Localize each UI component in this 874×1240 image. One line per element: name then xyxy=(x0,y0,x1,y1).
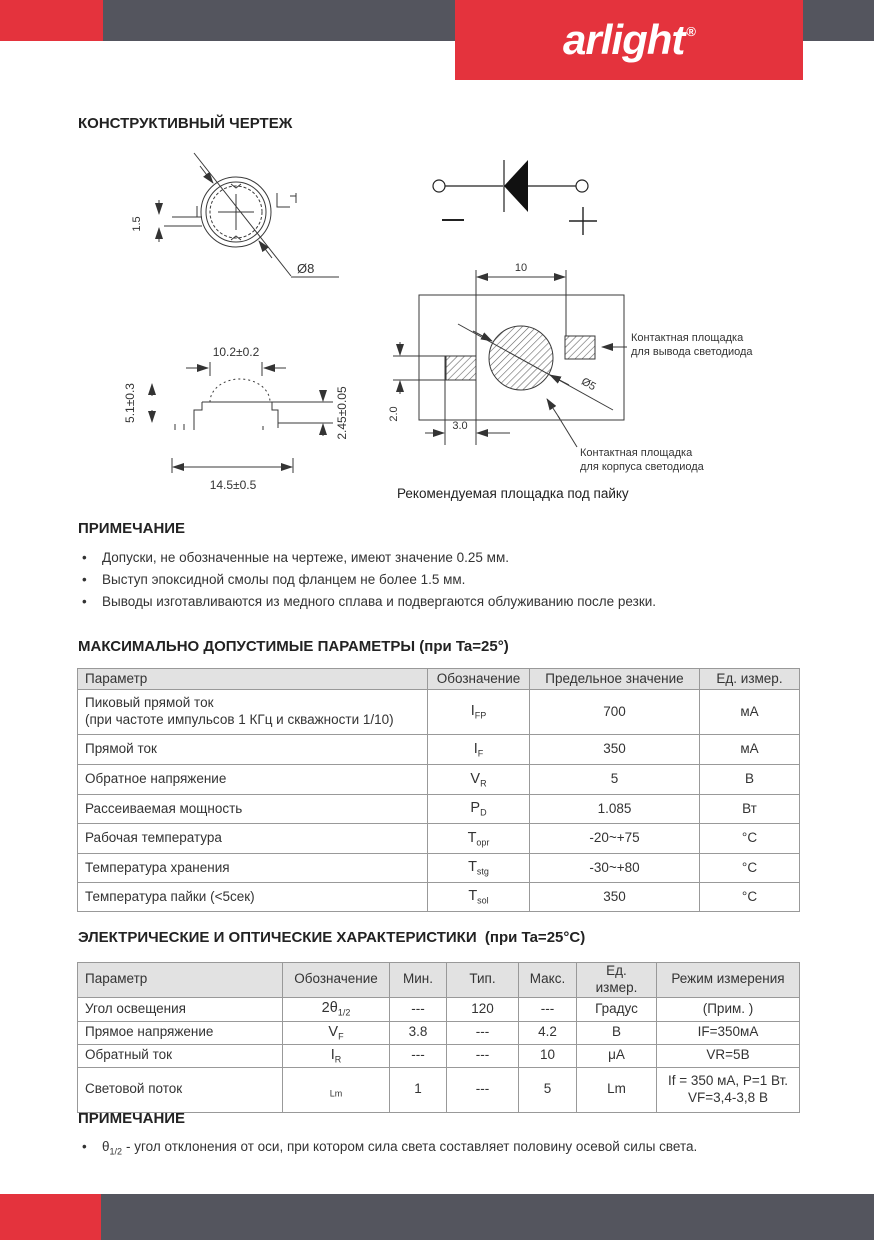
col-header: Мин. xyxy=(390,963,447,998)
right-lead xyxy=(272,402,278,428)
anode-terminal xyxy=(433,180,445,192)
table-header-row xyxy=(78,669,800,690)
brand-logo: arlight ® xyxy=(563,16,695,63)
table-row: Обратное напряжение $V_R$ 5 В xyxy=(78,765,800,795)
right-lead-pad xyxy=(565,336,595,359)
body-pad-label-line1: Контактная площадка xyxy=(580,447,693,459)
pad-caption: Рекомендуемая площадка под пайку xyxy=(397,486,629,501)
table-row: Обратный ток $I_R$ --- --- 10 μА VR=5В xyxy=(78,1044,800,1067)
diameter-label: Ø8 xyxy=(297,261,315,276)
led-top-view xyxy=(131,153,339,277)
dome-width-label: 10.2±0.2 xyxy=(212,345,260,359)
col-header: Ед. измер. xyxy=(577,963,657,998)
col-header: Обозначение xyxy=(283,963,390,998)
table-row: Прямой ток $I_F$ 350 мА xyxy=(78,735,800,765)
total-width-label: 14.5±0.5 xyxy=(209,478,257,492)
lead-pad-label-line2: для вывода светодиода xyxy=(631,346,753,358)
led-side-view xyxy=(123,345,349,492)
pad-pitch-label: 10 xyxy=(514,262,528,274)
footer-red-square xyxy=(0,1194,101,1240)
col-header: Тип. xyxy=(447,963,519,998)
left-lead-pad xyxy=(446,356,476,380)
col-header: Обозначение xyxy=(428,669,530,690)
note1-item: • Допуски, не обозначенные на чертеже, имеют значение 0.25 мм. xyxy=(78,547,798,569)
col-header: Предельное значение xyxy=(530,669,700,690)
table-row: Световой поток $_{Lm}$ 1 --- 5 Lm If = 350 мА, P=1 Вт. VF=3,4-3,8 В xyxy=(78,1067,800,1112)
header-red-square xyxy=(0,0,103,41)
brand-logo-block xyxy=(455,0,803,80)
col-header: Макс. xyxy=(519,963,577,998)
table-row: Рассеиваемая мощность $P_D$ 1.085 Вт xyxy=(78,795,800,824)
table-row: Температура хранения $T_{stg}$ -30~+80 °C xyxy=(78,854,800,883)
table-row: Рабочая температура $T_{opr}$ -20~+75 °C xyxy=(78,824,800,854)
note1-item: • Выступ эпоксидной смолы под фланцем не более 1.5 мм. xyxy=(78,569,798,591)
construction-drawing xyxy=(0,140,874,510)
registered-mark: ® xyxy=(686,24,695,39)
dome-arc xyxy=(210,379,270,402)
footer-gray-band xyxy=(101,1194,874,1240)
circle-diameter-label: Ø5 xyxy=(579,375,598,394)
cathode-terminal xyxy=(576,180,588,192)
note2-list xyxy=(78,1136,818,1163)
diameter-line xyxy=(194,153,291,276)
left-lead xyxy=(194,402,202,430)
body-pad-label-line2: для корпуса светодиода xyxy=(580,461,704,473)
table-row: Пиковый прямой ток (при частоте импульсов 1 КГц и скважности 1/10) $I_{FP}$ 700 мА xyxy=(78,690,800,735)
lead-dim-label: 1.5 xyxy=(131,216,143,232)
col-header: Ед. измер. xyxy=(700,669,800,690)
table1-title: МАКСИМАЛЬНО ДОПУСТИМЫЕ ПАРАМЕТРЫ (при Ta=25°) xyxy=(78,638,509,655)
flange-height-label: 2.45±0.05 xyxy=(335,386,349,440)
pad-width-label: 3.0 xyxy=(452,420,468,432)
col-header: Параметр xyxy=(78,963,283,998)
body-pad-circle xyxy=(489,326,553,390)
max-ratings-table xyxy=(77,668,800,912)
col-header: Параметр xyxy=(78,669,428,690)
right-tab xyxy=(277,193,290,207)
table-header-row xyxy=(78,963,800,998)
pad-height-label: 2.0 xyxy=(388,406,400,422)
electro-optical-table xyxy=(77,962,800,1113)
table-row: Прямое напряжение $V_F$ 3.8 --- 4.2 В IF=350мА xyxy=(78,1021,800,1044)
section-title-drawing: КОНСТРУКТИВНЫЙ ЧЕРТЕЖ xyxy=(78,115,293,132)
note2-title: ПРИМЕЧАНИЕ xyxy=(78,1110,186,1127)
solder-pad-layout xyxy=(388,262,753,501)
led-schematic-symbol xyxy=(433,160,597,235)
note2-item: • $\theta_{1/2}$ - угол отклонения от оси, при котором сила света составляет половину осевой силы света. xyxy=(78,1136,818,1163)
note1-title: ПРИМЕЧАНИЕ xyxy=(78,520,186,537)
table2-title: ЭЛЕКТРИЧЕСКИЕ И ОПТИЧЕСКИЕ ХАРАКТЕРИСТИКИ (при Ta=25°C) xyxy=(78,929,586,946)
height-label: 5.1±0.3 xyxy=(123,383,137,423)
note1-list xyxy=(78,547,798,613)
table-row: Температура пайки (<5сек) $T_{sol}$ 350 °C xyxy=(78,883,800,912)
table-row: Угол освещения $2\theta_{1/2}$ --- 120 --- Градус (Прим. ) xyxy=(78,997,800,1021)
col-header: Режим измерения xyxy=(657,963,800,998)
note1-item: • Выводы изготавливаются из медного сплава и подвергаются облуживанию после резки. xyxy=(78,591,798,613)
diode-triangle xyxy=(504,160,528,212)
theta-symbol: θ xyxy=(102,1139,110,1154)
lead-pad-label-line1: Контактная площадка xyxy=(631,332,744,344)
